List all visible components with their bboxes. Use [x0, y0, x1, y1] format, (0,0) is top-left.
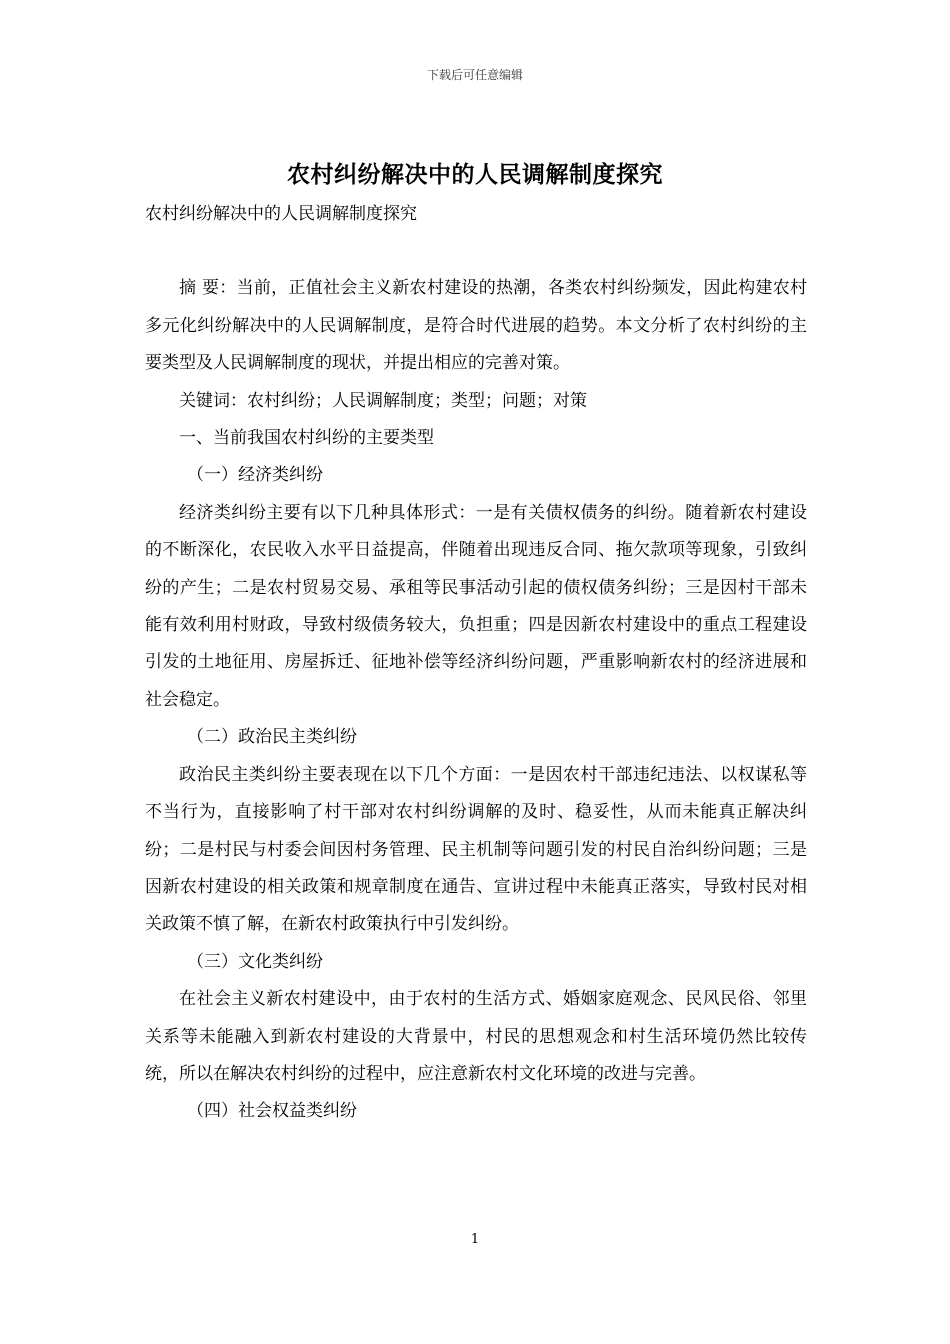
subsection-body-political: 政治民主类纠纷主要表现在以下几个方面：一是因农村干部违纪违法、以权谋私等不当行为，直接影响了村干部对农村纠纷调解的及时、稳妥性，从而未能真正解决纠纷；二是村民与村委会间因村务管理、民主机制等问题引发的村民自治纠纷问题；三是因新农村建设的相关政策和规章制度在通告、宣讲过程中未能真正落实，导致村民对相关政策不慎了解，在新农村政策执行中引发纠纷。 — [145, 764, 807, 935]
subsection-heading-economic: （一）经济类纠纷 — [187, 465, 323, 486]
header-note: 下载后可任意编辑 — [426, 68, 523, 82]
abstract-paragraph: 摘 要：当前，正值社会主义新农村建设的热潮，各类农村纠纷频发，因此构建农村多元化纠纷解决中的人民调解制度，是符合时代进展的趋势。本文分析了农村纠纷的主要类型及人民调解制度的现状，并提出相应的完善对策。 — [145, 278, 807, 374]
subsection-heading-cultural: （三）文化类纠纷 — [187, 951, 323, 972]
subsection-body-cultural: 在社会主义新农村建设中，由于农村的生活方式、婚姻家庭观念、民风民俗、邻里关系等未能融入到新农村建设的大背景中，村民的思想观念和村生活环境仍然比较传统，所以在解决农村纠纷的过程中，应注意新农村文化环境的改进与完善。 — [145, 989, 807, 1084]
subsection-heading-political: （二）政治民主类纠纷 — [187, 727, 357, 748]
blank-line — [145, 233, 807, 270]
document-subtitle: 农村纠纷解决中的人民调解制度探究 — [145, 204, 417, 224]
subsection-body-economic: 经济类纠纷主要有以下几种具体形式：一是有关债权债务的纠纷。随着新农村建设的不断深化，农民收入水平日益提高，伴随着出现违反合同、拖欠款项等现象，引致纠纷的产生；二是农村贸易交易、承租等民事活动引起的债权债务纠纷；三是因村干部未能有效利用村财政，导致村级债务较大，负担重；四是因新农村建设中的重点工程建设引发的土地征用、房屋拆迁、征地补偿等经济纠纷问题，严重影响新农村的经济进展和社会稳定。 — [145, 502, 807, 710]
document-title: 农村纠纷解决中的人民调解制度探究 — [287, 161, 663, 188]
page-number: 1 — [470, 1232, 480, 1247]
subsection-heading-social-rights: （四）社会权益类纠纷 — [187, 1101, 357, 1122]
document-body — [145, 196, 807, 1131]
keywords-paragraph: 关键词：农村纠纷；人民调解制度；类型；问题；对策 — [179, 390, 587, 411]
section-heading: 一、当前我国农村纠纷的主要类型 — [179, 428, 434, 449]
